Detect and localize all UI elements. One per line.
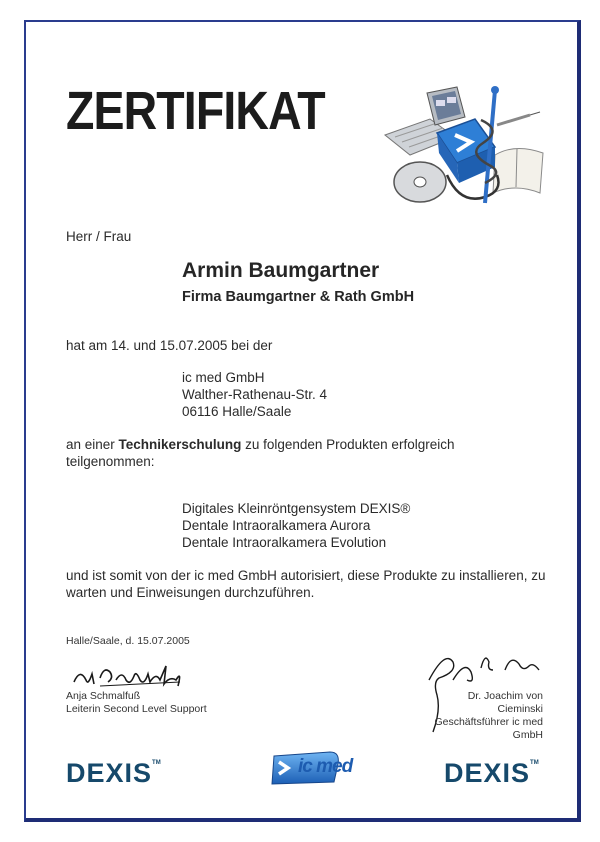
recipient-company: Firma Baumgartner & Rath GmbH: [182, 289, 415, 305]
provider-address: [182, 369, 327, 420]
icmed-logo: [270, 752, 362, 791]
training-statement: [66, 436, 454, 470]
training-suffix: zu folgenden Produkten erfolgreich: [241, 437, 455, 452]
training-type: Technikerschulung: [118, 437, 242, 452]
authorization-line1: und ist somit von der ic med GmbH autorisiert, diese Produkte zu installieren, zu: [66, 568, 546, 583]
left-signature: [70, 660, 190, 692]
dexis-logo-left: DEXIS™: [66, 758, 161, 788]
salutation: Herr / Frau: [66, 229, 132, 244]
training-line2: teilgenommen:: [66, 454, 155, 469]
training-date-line: hat am 14. und 15.07.2005 bei der: [66, 338, 273, 353]
provider-city: 06116 Halle/Saale: [182, 404, 292, 419]
medical-computer-illustration: [385, 85, 545, 210]
training-prefix: an einer: [66, 437, 119, 452]
provider-company: ic med GmbH: [182, 370, 265, 385]
authorization-line2: warten und Einweisungen durchzuführen.: [66, 585, 315, 600]
product-list: [182, 500, 410, 551]
product-item: Dentale Intraoralkamera Aurora: [182, 518, 371, 533]
provider-street: Walther-Rathenau-Str. 4: [182, 387, 328, 402]
right-signatory: [420, 690, 543, 742]
left-signatory-name: Anja Schmalfuß: [66, 690, 141, 702]
left-signatory: [66, 690, 207, 716]
right-signatory-name: Dr. Joachim von Cieminski: [467, 690, 543, 715]
product-item: Dentale Intraoralkamera Evolution: [182, 535, 387, 550]
dexis-logo-right: DEXIS™: [444, 758, 539, 788]
certificate-title: ZERTIFIKAT: [66, 81, 325, 141]
recipient-name: Armin Baumgartner: [182, 259, 380, 282]
right-signatory-role: Geschäftsführer ic med GmbH: [434, 716, 543, 741]
left-signatory-role: Leiterin Second Level Support: [66, 703, 207, 715]
icmed-logo-text: ic med: [298, 756, 353, 777]
place-and-date: Halle/Saale, d. 15.07.2005: [66, 635, 190, 647]
authorization-statement: [66, 567, 545, 601]
product-item: Digitales Kleinröntgensystem DEXIS®: [182, 501, 411, 516]
